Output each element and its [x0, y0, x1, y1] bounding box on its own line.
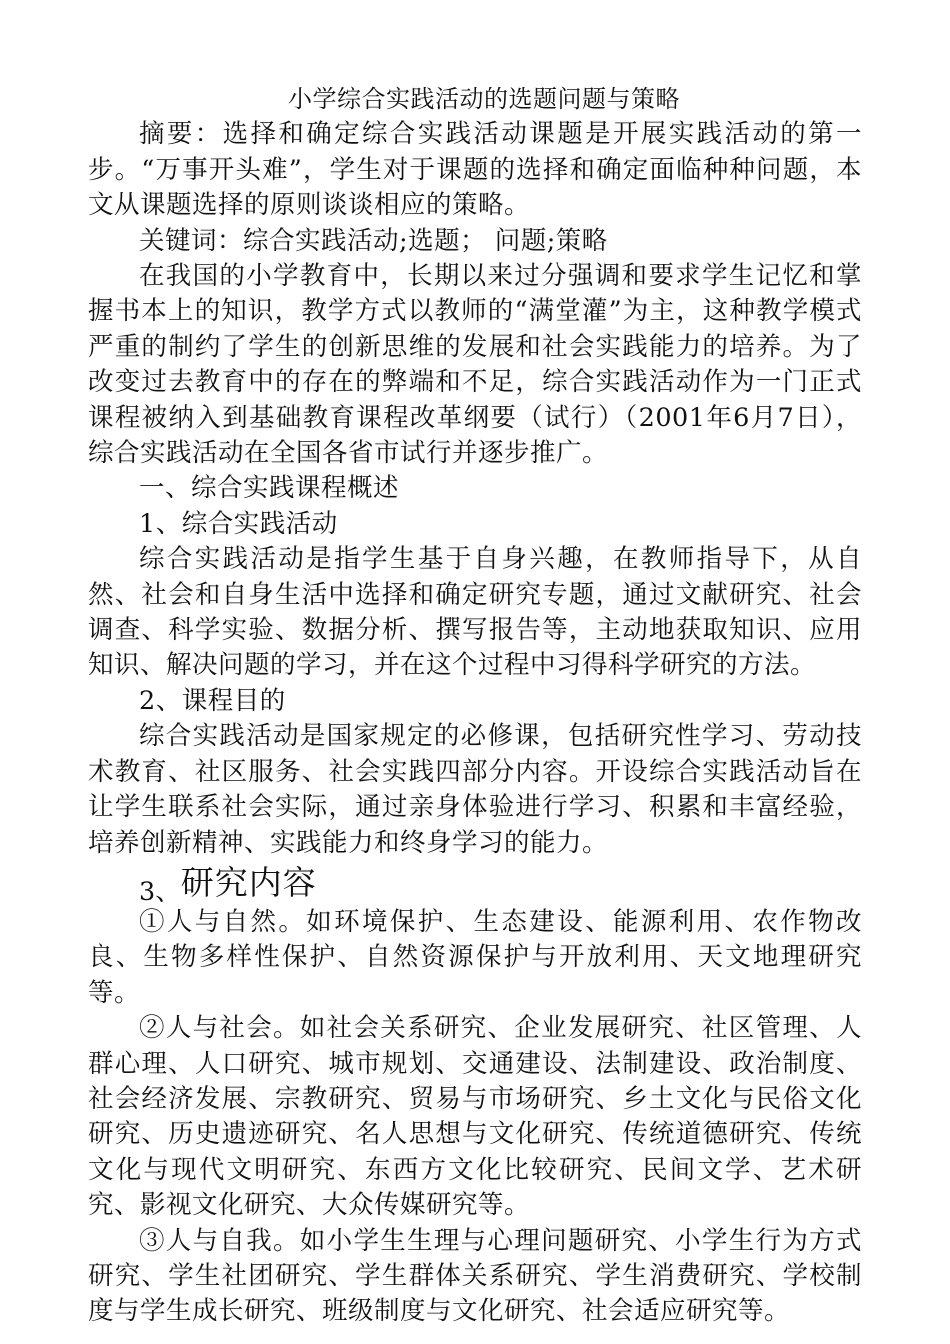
purpose-paragraph: 综合实践活动是国家规定的必修课，包括研究性学习、劳动技术教育、社区服务、社会实践四部分内容。开设综合实践活动旨在让学生联系社会实际，通过亲身体验进行学习、积累和丰富经验，培养创新精神、实践能力和终身学习的能力。 [88, 721, 862, 858]
section-heading-overview: 一、综合实践课程概述 [139, 473, 400, 504]
subsection-heading-content [88, 861, 862, 905]
subsection-title: 研究内容 [180, 862, 317, 902]
document-title: 小学综合实践活动的选题问题与策略 [288, 85, 680, 113]
intro-paragraph: 在我国的小学教育中，长期以来过分强调和要求学生记忆和掌握书本上的知识，教学方式以教师的“满堂灌”为主，这种教学模式严重的制约了学生的创新思维的发展和社会实践能力的培养。为了改变过去教育中的存在的弊端和不足，综合实践活动作为一门正式课程被纳入到基础教育课程改革纲要（试行）（2001年6月7日），综合实践活动在全国各省市试行并逐步推广。 [88, 261, 862, 469]
activity-paragraph: 综合实践活动是指学生基于自身兴趣，在教师指导下，从自然、社会和自身生活中选择和确定研究专题，通过文献研究、社会调查、科学实验、数据分析、撰写报告等，主动地获取知识、应用知识、解决问题的学习，并在这个过程中习得科学研究的方法。 [88, 544, 862, 681]
abstract-paragraph: 摘要：选择和确定综合实践活动课题是开展实践活动的第一步。“万事开头难”，学生对于课题的选择和确定面临种种问题，本文从课题选择的原则谈谈相应的策略。 [88, 119, 862, 221]
content-item-self: ③人与自我。如小学生生理与心理问题研究、小学生行为方式研究、学生社团研究、学生群体关系研究、学生消费研究、学校制度与学生成长研究、班级制度与文化研究、社会适应研究等。 [88, 1225, 862, 1327]
subsection-heading-purpose: 2、课程目的 [139, 685, 286, 716]
keywords-line: 关键词：综合实践活动;选题； 问题;策略 [139, 225, 608, 256]
content-item-society: ②人与社会。如社会关系研究、企业发展研究、社区管理、人群心理、人口研究、城市规划、交通建设、法制建设、政治制度、社会经济发展、宗教研究、贸易与市场研究、乡土文化与民俗文化研究、历史遗迹研究、名人思想与文化研究、传统道德研究、传统文化与现代文明研究、东西方文化比较研究、民间文学、艺术研究、影视文化研究、大众传媒研究等。 [88, 1013, 862, 1221]
content-item-nature: ①人与自然。如环境保护、生态建设、能源利用、农作物改良、生物多样性保护、自然资源保护与开放利用、天文地理研究等。 [88, 906, 862, 1008]
subsection-heading-activity: 1、综合实践活动 [139, 508, 338, 539]
subsection-number: 3、 [139, 876, 181, 907]
document-page [88, 82, 862, 1330]
